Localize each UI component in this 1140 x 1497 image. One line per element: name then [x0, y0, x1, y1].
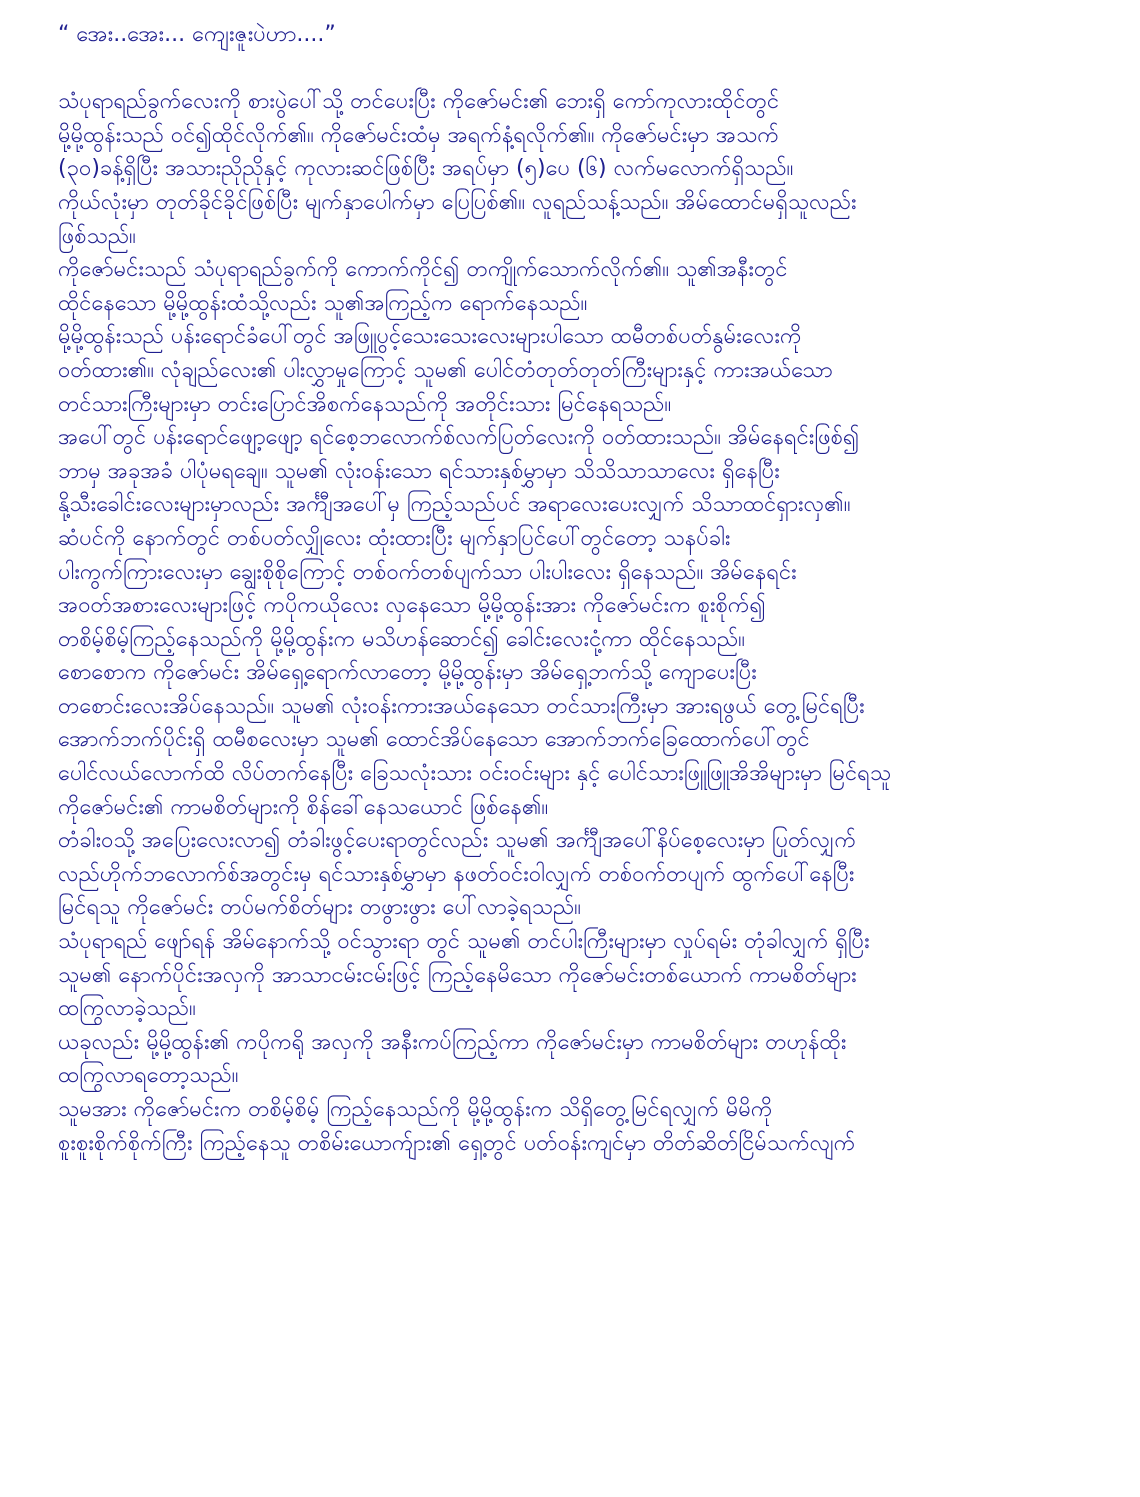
text-line: အဝတ်အစားလေးများဖြင့် ကပိုကယိုလေး လှနေသော မို့မို့ထွန်းအား ကိုဇော်မင်းက စူးစိုက်၍ — [58, 593, 766, 619]
text-line: တင်သားကြီးများမှာ တင်းပြောင်အိစက်နေသည်ကို အတိုင်းသား မြင်နေရသည်။ — [58, 391, 672, 417]
text-line: စူးစူးစိုက်စိုက်ကြီး ကြည့်နေသူ တစိမ်းယောက်ျား၏ ရှေ့တွင် ပတ်ဝန်းကျင်မှာ တိတ်ဆိတ်ငြိမ်သက်လျက် — [58, 1130, 856, 1156]
text-line: ဆံပင်ကို နောက်တွင် တစ်ပတ်လျှိုလေး ထုံးထားပြီး မျက်နှာပြင်ပေါ်တွင်တော့ သနပ်ခါး — [58, 525, 731, 551]
text-line: မို့မို့ထွန်းသည် ပန်းရောင်ခံပေါ်တွင် အဖြူပွင့်သေးသေးလေးများပါသော ထမီတစ်ပတ်နွမ်းလေးကို — [58, 324, 802, 350]
text-line: ကိုယ်လုံးမှာ တုတ်ခိုင်ခိုင်ဖြစ်ပြီး မျက်နှာပေါက်မှာ ပြေပြစ်၏။ လူရည်သန့်သည်။ အိမ်ထောင်မရှိသူလည်း — [58, 189, 857, 215]
text-line: နို့သီးခေါင်းလေးများမှာလည်း အင်္ကျီအပေါ်မှ ကြည့်သည်ပင် အရာလေးပေးလျှက် သိသာထင်ရှားလှ၏။ — [58, 492, 851, 518]
text-line: သူမအား ကိုဇော်မင်းက တစိမ့်စိမ့် ကြည့်နေသည်ကို မို့မို့ထွန်းက သိရှိတွေ့မြင်ရလျှက် မိမိကို — [58, 1097, 773, 1122]
text-line: ပါးကွက်ကြားလေးမှာ ချွေးစိုစိုကြောင့် တစ်ဝက်တစ်ပျက်သာ ပါးပါးလေး ရှိနေသည်။ အိမ်နေရင်း — [58, 559, 797, 585]
text-line: မြင်ရသူ ကိုဇော်မင်း တပ်မက်စိတ်များ တဖွားဖွား ပေါ်လာခဲ့ရသည်။ — [58, 895, 581, 921]
text-line: ဖြစ်သည်။ — [58, 223, 136, 249]
text-line: ဘာမှ အခုအခံ ပါပုံမရချေ။ သူမ၏ လုံးဝန်းသော ရင်သားနှစ်မွှာမှာ သိသိသာသာလေး ရှိနေပြီး — [58, 458, 780, 484]
text-line: ကိုဇော်မင်း၏ ကာမစိတ်များကို စိန်ခေါ်နေသယောင် ဖြစ်နေ၏။ — [58, 794, 549, 820]
text-line: သံပုရာရည် ဖျော်ရန် အိမ်နောက်သို့ ဝင်သွားရာ တွင် သူမ၏ တင်ပါးကြီးများမှာ လှုပ်ရမ်း တုံခါလျှက် ရှိပြီး — [58, 929, 870, 955]
text-line: သူမ၏ နောက်ပိုင်းအလှကို အာသာငမ်းငမ်းဖြင့် ကြည့်နေမိသော ကိုဇော်မင်းတစ်ယောက် ကာမစိတ်များ — [58, 962, 857, 988]
text-line: စောစောက ကိုဇော်မင်း အိမ်ရှေ့ရောက်လာတော့ မို့မို့ထွန်းမှာ အိမ်ရှေ့ဘက်သို့ ကျောပေးပြီး — [58, 660, 757, 686]
text-line: ထကြွလာခဲ့သည်။ — [58, 996, 196, 1022]
text-line: ထိုင်နေသော မို့မို့ထွန်းထံသို့လည်း သူ၏အကြည့်က ရောက်နေသည်။ — [58, 290, 588, 316]
text-line: သံပုရာရည်ခွက်လေးကို စားပွဲပေါ်သို့ တင်ပေးပြီး ကိုဇော်မင်း၏ ဘေးရှိ ကော်ကုလားထိုင်တွင် — [58, 89, 780, 115]
text-line: အပေါ်တွင် ပန်းရောင်ဖျော့ဖျော့ ရင်စေ့ဘလောက်စ်လက်ပြတ်လေးကို ဝတ်ထားသည်။ အိမ်နေရင်းဖြစ်၍ — [58, 425, 860, 451]
text-line: ယခုလည်း မို့မို့ထွန်း၏ ကပိုကရို အလှကို အနီးကပ်ကြည့်ကာ ကိုဇော်မင်းမှာ ကာမစိတ်များ တဟုန်ထိုး — [58, 1029, 847, 1055]
text-line: မို့မို့ထွန်းသည် ဝင်၍ထိုင်လိုက်၏။ ကိုဇော်မင်းထံမှ အရက်နံ့ရလိုက်၏။ ကိုဇော်မင်းမှာ အသက် — [58, 122, 779, 148]
text-line: တံခါးဝသို့ အပြေးလေးလာ၍ တံခါးဖွင့်ပေးရာတွင်လည်း သူမ၏ အင်္ကျီအပေါ်နိပ်စေ့လေးမှာ ပြုတ်လျှက် — [58, 828, 857, 854]
text-line: တစိမ့်စိမ့်ကြည့်နေသည်ကို မို့မို့ထွန်းက မသိဟန်ဆောင်၍ ခေါင်းလေးငုံ့ကာ ထိုင်နေသည်။ — [58, 626, 745, 652]
blank-line — [58, 52, 1088, 86]
text-line: ထကြွလာရတော့သည်။ — [58, 1063, 239, 1089]
text-line: ဝတ်ထား၏။ လုံချည်လေး၏ ပါးလွှာမှုကြောင့် သူမ၏ ပေါင်တံတုတ်တုတ်ကြီးများနှင့် ကားအယ်သော — [58, 357, 833, 383]
document-page — [58, 18, 1088, 1160]
text-line: ကိုဇော်မင်းသည် သံပုရာရည်ခွက်ကို ကောက်ကိုင်၍ တကျိုက်သောက်လိုက်၏။ သူ၏အနီးတွင် — [58, 257, 788, 283]
text-line: အောက်ဘက်ပိုင်းရှိ ထမီစလေးမှာ သူမ၏ ထောင်အိပ်နေသော အောက်ဘက်ခြေထောက်ပေါ်တွင် — [58, 727, 810, 753]
text-line: ပေါင်လယ်လောက်ထိ လိပ်တက်နေပြီး ခြေသလုံးသား ဝင်းဝင်းများ နှင့် ပေါင်သားဖြူဖြူအိအိများမှာ မြင်ရသူ — [58, 761, 892, 787]
text-line: (၃၀)ခန့်ရှိပြီး အသားညိုညိုနှင့် ကုလားဆင်ဖြစ်ပြီး အရပ်မှာ (၅)ပေ (၆) လက်မလောက်ရှိသည်။ — [58, 156, 794, 182]
text-line: တစောင်းလေးအိပ်နေသည်။ သူမ၏ လုံးဝန်းကားအယ်နေသော တင်သားကြီးမှာ အားရဖွယ် တွေ့မြင်ရပြီး — [58, 693, 865, 719]
text-line: “ အေး..အေး... ကျေးဇူးပဲဟာ....” — [58, 22, 336, 47]
text-line: လည်ဟိုက်ဘလောက်စ်အတွင်းမှ ရင်သားနှစ်မွှာမှာ နဖတ်ဝင်းဝါလျှက် တစ်ဝက်တပျက် ထွက်ပေါ်နေပြီး — [58, 861, 855, 887]
